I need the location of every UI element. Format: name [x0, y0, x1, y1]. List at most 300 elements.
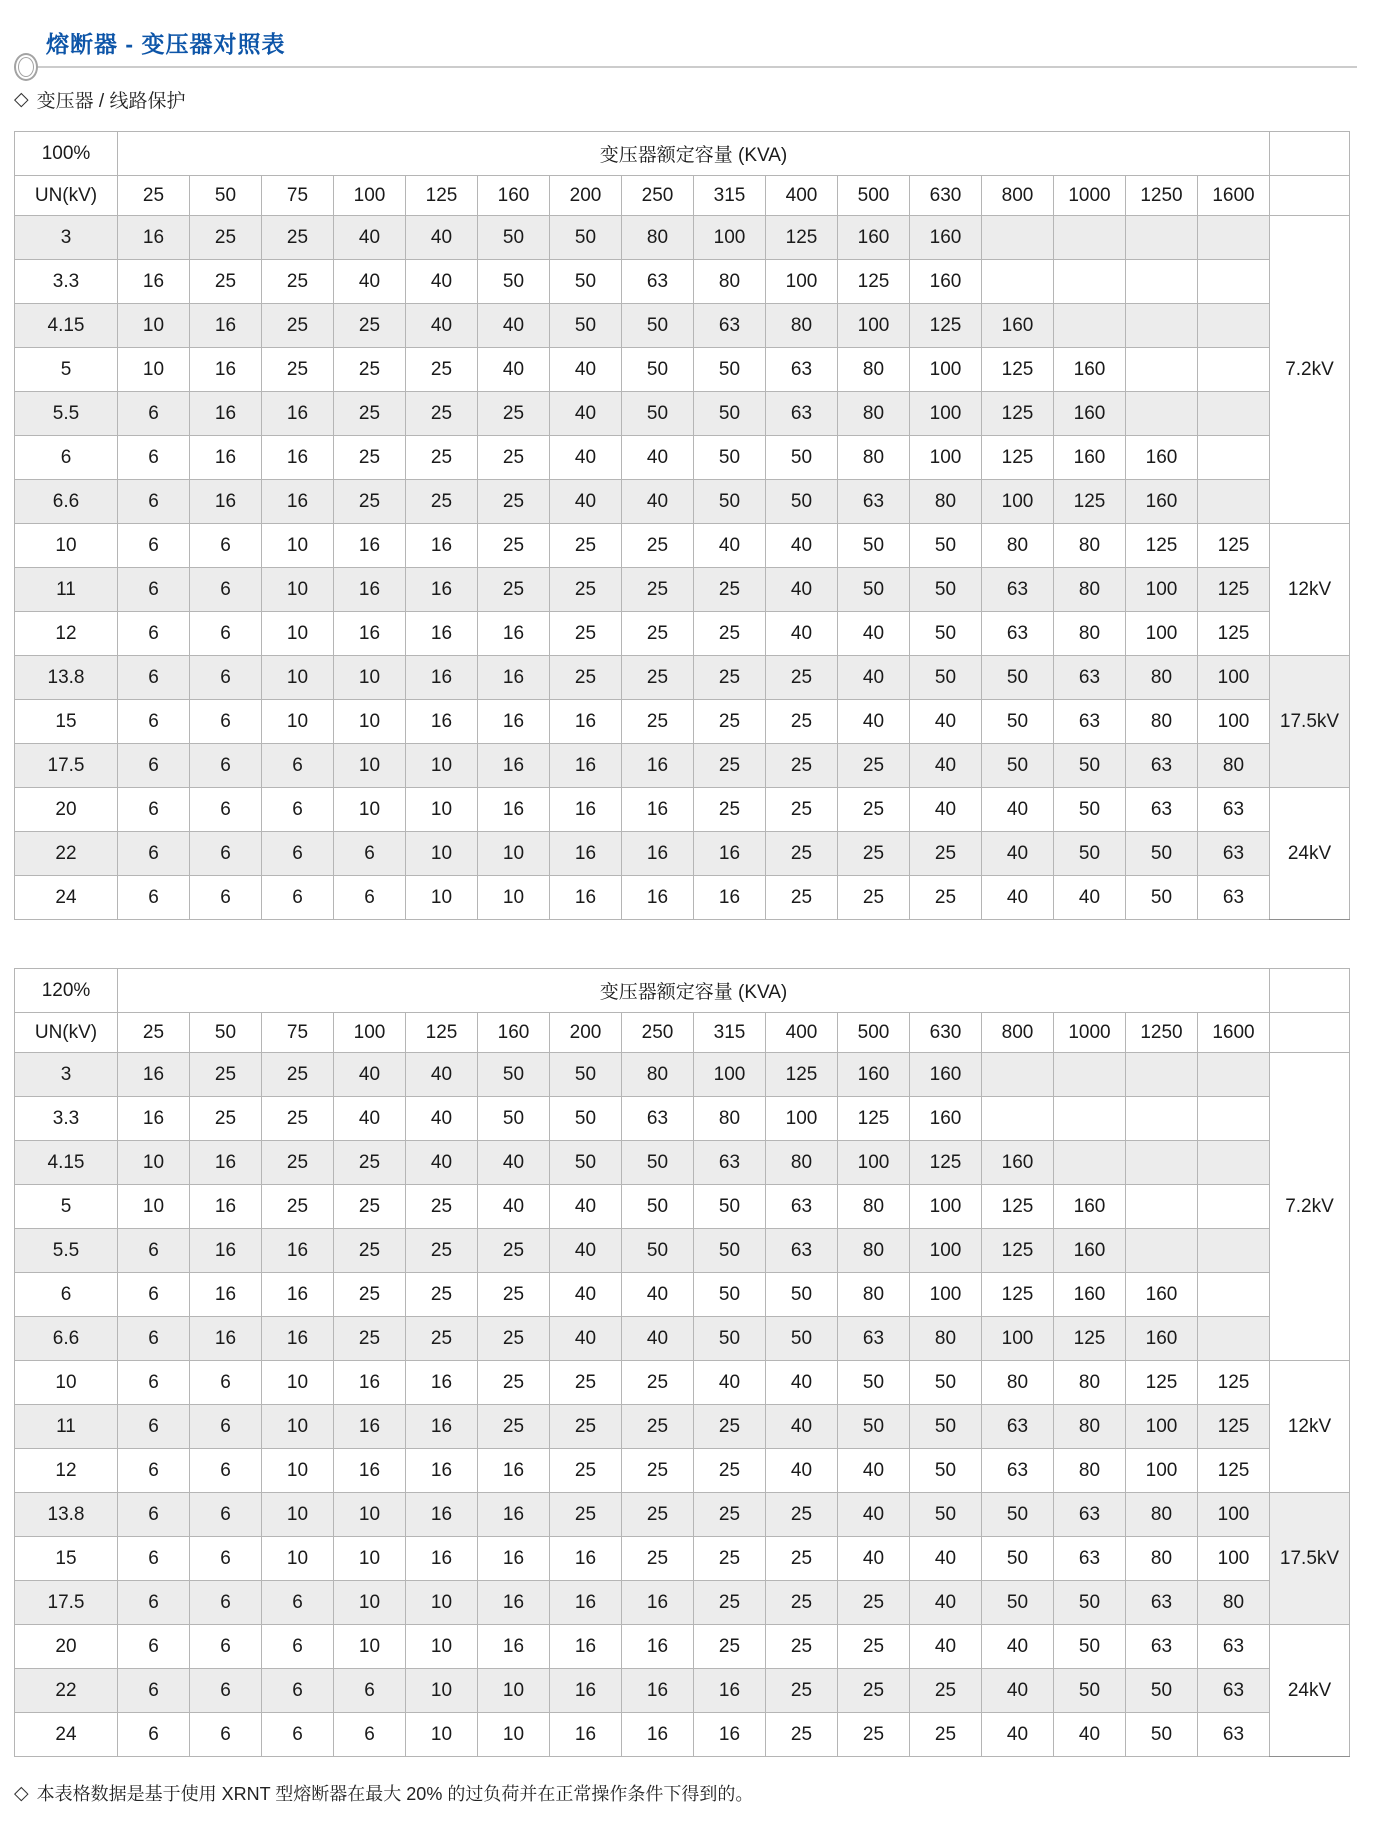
- fuse-cell: 10: [262, 612, 334, 656]
- fuse-cell: 40: [406, 1097, 478, 1141]
- fuse-cell: 50: [694, 1185, 766, 1229]
- fuse-cell: 25: [838, 1669, 910, 1713]
- fuse-cell: 25: [622, 700, 694, 744]
- fuse-cell: 100: [1126, 1405, 1198, 1449]
- fuse-cell: 25: [262, 1185, 334, 1229]
- fuse-cell: 25: [838, 832, 910, 876]
- fuse-cell: 16: [622, 744, 694, 788]
- fuse-cell: 16: [262, 1229, 334, 1273]
- fuse-cell: 25: [334, 1273, 406, 1317]
- un-cell: 5.5: [15, 1229, 118, 1273]
- fuse-cell: [1126, 392, 1198, 436]
- un-cell: 3.3: [15, 1097, 118, 1141]
- fuse-cell: 100: [982, 480, 1054, 524]
- fuse-cell: 16: [334, 1361, 406, 1405]
- fuse-cell: 160: [838, 1053, 910, 1097]
- fuse-cell: 40: [982, 832, 1054, 876]
- fuse-cell: 10: [478, 1713, 550, 1757]
- fuse-cell: 40: [550, 348, 622, 392]
- un-cell: 10: [15, 1361, 118, 1405]
- un-cell: 4.15: [15, 1141, 118, 1185]
- fuse-cell: 16: [622, 1713, 694, 1757]
- fuse-cell: 25: [622, 524, 694, 568]
- capacity-col-header: 160: [478, 176, 550, 216]
- fuse-cell: 100: [838, 1141, 910, 1185]
- fuse-cell: 100: [694, 216, 766, 260]
- fuse-cell: 40: [910, 1537, 982, 1581]
- fuse-cell: 125: [982, 1185, 1054, 1229]
- fuse-cell: 25: [190, 216, 262, 260]
- section-heading-label: 变压器 / 线路保护: [36, 91, 186, 112]
- fuse-cell: 50: [838, 568, 910, 612]
- fuse-cell: 40: [910, 700, 982, 744]
- fuse-cell: 50: [622, 392, 694, 436]
- fuse-cell: 16: [478, 700, 550, 744]
- fuse-cell: [1054, 1053, 1126, 1097]
- fuse-cell: 50: [1054, 744, 1126, 788]
- capacity-col-header: 75: [262, 1013, 334, 1053]
- footnote: [14, 1780, 753, 1806]
- fuse-cell: 80: [982, 524, 1054, 568]
- fuse-cell: 125: [1198, 568, 1270, 612]
- fuse-cell: 16: [694, 876, 766, 920]
- fuse-cell: 125: [838, 260, 910, 304]
- fuse-cell: 80: [1126, 1493, 1198, 1537]
- fuse-cell: 16: [550, 876, 622, 920]
- un-cell: 24: [15, 1713, 118, 1757]
- fuse-cell: 63: [982, 1405, 1054, 1449]
- fuse-cell: 25: [334, 1141, 406, 1185]
- fuse-cell: 50: [550, 216, 622, 260]
- fuse-cell: 25: [334, 1229, 406, 1273]
- fuse-cell: 25: [694, 700, 766, 744]
- fuse-cell: 160: [1054, 1229, 1126, 1273]
- section-heading: [14, 86, 185, 113]
- fuse-cell: 16: [406, 1449, 478, 1493]
- capacity-col-header: 1000: [1054, 1013, 1126, 1053]
- fuse-cell: 25: [694, 1537, 766, 1581]
- fuse-cell: 25: [478, 436, 550, 480]
- fuse-cell: 63: [622, 1097, 694, 1141]
- fuse-cell: 125: [1054, 480, 1126, 524]
- un-cell: 10: [15, 524, 118, 568]
- fuse-cell: 25: [478, 524, 550, 568]
- fuse-cell: 80: [1054, 612, 1126, 656]
- fuse-cell: 6: [262, 788, 334, 832]
- fuse-cell: 63: [1126, 788, 1198, 832]
- fuse-cell: 63: [1126, 1625, 1198, 1669]
- un-cell: 22: [15, 1669, 118, 1713]
- fuse-cell: 10: [478, 832, 550, 876]
- fuse-cell: 80: [622, 216, 694, 260]
- fuse-cell: 40: [406, 1141, 478, 1185]
- fuse-cell: 50: [838, 1405, 910, 1449]
- fuse-cell: 40: [982, 788, 1054, 832]
- fuse-cell: 80: [694, 1097, 766, 1141]
- fuse-cell: 25: [694, 1405, 766, 1449]
- fuse-cell: 6: [118, 1405, 190, 1449]
- voltage-label-spacer: [1270, 176, 1350, 216]
- fuse-cell: 40: [550, 1273, 622, 1317]
- fuse-cell: [1126, 348, 1198, 392]
- fuse-cell: 100: [910, 1185, 982, 1229]
- fuse-cell: 25: [406, 436, 478, 480]
- fuse-cell: 50: [550, 304, 622, 348]
- fuse-cell: 160: [982, 304, 1054, 348]
- fuse-cell: 40: [550, 480, 622, 524]
- fuse-cell: 10: [334, 1581, 406, 1625]
- capacity-col-header: 100: [334, 176, 406, 216]
- fuse-cell: 160: [1126, 480, 1198, 524]
- fuse-cell: 25: [910, 1713, 982, 1757]
- fuse-cell: 6: [334, 876, 406, 920]
- fuse-cell: 63: [1054, 700, 1126, 744]
- fuse-cell: 16: [262, 436, 334, 480]
- fuse-cell: 50: [910, 656, 982, 700]
- fuse-cell: 10: [478, 876, 550, 920]
- fuse-cell: 40: [838, 1493, 910, 1537]
- fuse-cell: 16: [262, 1273, 334, 1317]
- fuse-cell: 125: [1198, 1449, 1270, 1493]
- fuse-cell: 63: [766, 1229, 838, 1273]
- fuse-cell: 80: [838, 1185, 910, 1229]
- fuse-cell: 50: [478, 260, 550, 304]
- fuse-cell: 16: [622, 832, 694, 876]
- capacity-col-header: 630: [910, 176, 982, 216]
- fuse-cell: 50: [838, 1361, 910, 1405]
- fuse-cell: 16: [694, 832, 766, 876]
- fuse-cell: 6: [118, 612, 190, 656]
- fuse-cell: 160: [910, 1097, 982, 1141]
- fuse-cell: 25: [694, 1581, 766, 1625]
- fuse-cell: 25: [262, 1053, 334, 1097]
- fuse-cell: 25: [766, 876, 838, 920]
- fuse-cell: 160: [1054, 392, 1126, 436]
- un-cell: 3: [15, 1053, 118, 1097]
- fuse-cell: 16: [190, 392, 262, 436]
- fuse-cell: 16: [190, 1185, 262, 1229]
- fuse-cell: 100: [694, 1053, 766, 1097]
- fuse-cell: 16: [190, 1317, 262, 1361]
- fuse-cell: 80: [1054, 1405, 1126, 1449]
- fuse-cell: 50: [694, 1229, 766, 1273]
- un-cell: 17.5: [15, 1581, 118, 1625]
- fuse-cell: 160: [982, 1141, 1054, 1185]
- un-header-cell: UN(kV): [15, 1013, 118, 1053]
- fuse-cell: 6: [190, 568, 262, 612]
- fuse-cell: 50: [550, 1053, 622, 1097]
- fuse-cell: 125: [910, 304, 982, 348]
- fuse-cell: 10: [262, 656, 334, 700]
- fuse-cell: 25: [334, 392, 406, 436]
- fuse-cell: 40: [478, 1185, 550, 1229]
- fuse-cell: 160: [1054, 1185, 1126, 1229]
- fuse-cell: 50: [694, 436, 766, 480]
- fuse-cell: 50: [982, 744, 1054, 788]
- fuse-cell: 16: [622, 788, 694, 832]
- fuse-cell: [1198, 216, 1270, 260]
- fuse-cell: 10: [334, 1493, 406, 1537]
- fuse-cell: 160: [910, 216, 982, 260]
- fuse-cell: 16: [334, 568, 406, 612]
- fuse-cell: 40: [766, 524, 838, 568]
- un-header-cell: UN(kV): [15, 176, 118, 216]
- fuse-cell: 25: [478, 1405, 550, 1449]
- un-cell: 22: [15, 832, 118, 876]
- un-cell: 17.5: [15, 744, 118, 788]
- fuse-cell: 160: [1126, 436, 1198, 480]
- fuse-cell: 16: [478, 612, 550, 656]
- fuse-cell: 100: [766, 260, 838, 304]
- percent-cell: 120%: [15, 969, 118, 1013]
- fuse-cell: [1198, 1053, 1270, 1097]
- fuse-cell: 16: [406, 1493, 478, 1537]
- fuse-cell: 100: [910, 1229, 982, 1273]
- fuse-cell: 25: [262, 1141, 334, 1185]
- fuse-cell: 25: [694, 612, 766, 656]
- fuse-cell: 25: [622, 1361, 694, 1405]
- fuse-cell: 25: [694, 1493, 766, 1537]
- fuse-cell: 25: [694, 744, 766, 788]
- capacity-col-header: 1250: [1126, 176, 1198, 216]
- fuse-cell: 50: [1126, 1669, 1198, 1713]
- fuse-cell: 80: [838, 392, 910, 436]
- fuse-cell: 50: [982, 1493, 1054, 1537]
- fuse-cell: 6: [118, 524, 190, 568]
- fuse-cell: 25: [334, 304, 406, 348]
- capacity-col-header: 200: [550, 176, 622, 216]
- fuse-cell: 25: [622, 656, 694, 700]
- fuse-cell: 6: [118, 876, 190, 920]
- fuse-cell: 50: [910, 568, 982, 612]
- fuse-cell: 6: [190, 1581, 262, 1625]
- fuse-cell: 16: [262, 480, 334, 524]
- fuse-cell: 10: [118, 304, 190, 348]
- fuse-cell: 16: [478, 1625, 550, 1669]
- fuse-cell: 6: [118, 788, 190, 832]
- fuse-cell: 50: [982, 656, 1054, 700]
- fuse-cell: 10: [262, 1493, 334, 1537]
- fuse-cell: 160: [1054, 348, 1126, 392]
- capacity-table: [14, 131, 1350, 920]
- fuse-cell: 16: [478, 1493, 550, 1537]
- capacity-col-header: 315: [694, 176, 766, 216]
- fuse-cell: 50: [1126, 832, 1198, 876]
- fuse-cell: 50: [1126, 1713, 1198, 1757]
- fuse-cell: 160: [1054, 1273, 1126, 1317]
- fuse-cell: 40: [550, 436, 622, 480]
- fuse-cell: 40: [406, 260, 478, 304]
- fuse-cell: 16: [406, 1405, 478, 1449]
- fuse-cell: 16: [334, 1405, 406, 1449]
- fuse-cell: 50: [766, 1273, 838, 1317]
- fuse-cell: 50: [694, 1273, 766, 1317]
- capacity-col-header: 1250: [1126, 1013, 1198, 1053]
- fuse-cell: 50: [910, 1449, 982, 1493]
- fuse-cell: 50: [1054, 832, 1126, 876]
- fuse-cell: 40: [406, 216, 478, 260]
- fuse-cell: 10: [334, 1625, 406, 1669]
- fuse-cell: 25: [838, 876, 910, 920]
- fuse-cell: 10: [334, 1537, 406, 1581]
- fuse-cell: 10: [334, 788, 406, 832]
- capacity-col-header: 160: [478, 1013, 550, 1053]
- fuse-cell: 25: [622, 1537, 694, 1581]
- capacity-col-header: 630: [910, 1013, 982, 1053]
- fuse-cell: 25: [622, 568, 694, 612]
- fuse-cell: 63: [766, 1185, 838, 1229]
- fuse-cell: 25: [262, 260, 334, 304]
- un-cell: 12: [15, 1449, 118, 1493]
- un-cell: 11: [15, 1405, 118, 1449]
- fuse-cell: 40: [766, 1361, 838, 1405]
- fuse-cell: 40: [622, 480, 694, 524]
- fuse-cell: 6: [190, 744, 262, 788]
- fuse-cell: 6: [190, 656, 262, 700]
- fuse-cell: 40: [910, 1625, 982, 1669]
- fuse-cell: 25: [766, 1537, 838, 1581]
- fuse-cell: 100: [1198, 1493, 1270, 1537]
- fuse-cell: 160: [838, 216, 910, 260]
- fuse-cell: 80: [910, 480, 982, 524]
- capacity-col-header: 1600: [1198, 1013, 1270, 1053]
- fuse-cell: 63: [1198, 1713, 1270, 1757]
- un-cell: 13.8: [15, 656, 118, 700]
- fuse-cell: 50: [982, 700, 1054, 744]
- percent-cell: 100%: [15, 132, 118, 176]
- fuse-cell: [1198, 348, 1270, 392]
- fuse-cell: 25: [478, 1361, 550, 1405]
- fuse-cell: 50: [766, 480, 838, 524]
- fuse-cell: 10: [334, 656, 406, 700]
- fuse-cell: 25: [334, 480, 406, 524]
- fuse-cell: 50: [1054, 1625, 1126, 1669]
- fuse-cell: 80: [1054, 1361, 1126, 1405]
- fuse-cell: 25: [910, 1669, 982, 1713]
- fuse-cell: 16: [262, 1317, 334, 1361]
- fuse-cell: 63: [766, 348, 838, 392]
- fuse-cell: 16: [550, 744, 622, 788]
- fuse-cell: 25: [766, 1713, 838, 1757]
- fuse-cell: 10: [334, 700, 406, 744]
- fuse-cell: 40: [406, 1053, 478, 1097]
- fuse-cell: [1126, 1053, 1198, 1097]
- fuse-cell: 100: [1126, 568, 1198, 612]
- fuse-cell: 16: [406, 656, 478, 700]
- fuse-cell: 63: [1198, 832, 1270, 876]
- fuse-cell: [1126, 304, 1198, 348]
- page-title: 熔断器 - 变压器对照表: [46, 31, 286, 57]
- fuse-cell: 25: [334, 1317, 406, 1361]
- fuse-cell: 50: [622, 348, 694, 392]
- fuse-cell: 125: [1198, 524, 1270, 568]
- fuse-cell: [1054, 260, 1126, 304]
- capacity-col-header: 125: [406, 1013, 478, 1053]
- fuse-cell: 25: [334, 348, 406, 392]
- fuse-cell: 63: [982, 1449, 1054, 1493]
- fuse-cell: 50: [550, 1097, 622, 1141]
- fuse-cell: 100: [1198, 1537, 1270, 1581]
- fuse-cell: 50: [694, 348, 766, 392]
- fuse-cell: 16: [550, 788, 622, 832]
- fuse-cell: 25: [550, 656, 622, 700]
- fuse-cell: 100: [1126, 612, 1198, 656]
- fuse-cell: 25: [550, 1449, 622, 1493]
- fuse-cell: 25: [766, 832, 838, 876]
- fuse-cell: 63: [1054, 1493, 1126, 1537]
- fuse-cell: 80: [838, 436, 910, 480]
- fuse-cell: 50: [766, 1317, 838, 1361]
- fuse-cell: 16: [118, 216, 190, 260]
- fuse-cell: 25: [766, 656, 838, 700]
- fuse-cell: 25: [406, 348, 478, 392]
- fuse-cell: 6: [190, 1493, 262, 1537]
- fuse-cell: 40: [334, 1097, 406, 1141]
- fuse-cell: 80: [1126, 700, 1198, 744]
- fuse-cell: 25: [478, 1317, 550, 1361]
- fuse-cell: 16: [478, 744, 550, 788]
- fuse-cell: 6: [262, 1625, 334, 1669]
- un-cell: 5.5: [15, 392, 118, 436]
- fuse-cell: 25: [694, 1625, 766, 1669]
- un-cell: 6: [15, 436, 118, 480]
- fuse-cell: 25: [838, 1625, 910, 1669]
- fuse-cell: 6: [190, 1405, 262, 1449]
- fuse-cell: 100: [982, 1317, 1054, 1361]
- fuse-cell: 25: [622, 1405, 694, 1449]
- fuse-cell: 50: [694, 1317, 766, 1361]
- fuse-cell: 25: [622, 1493, 694, 1537]
- voltage-label-spacer: [1270, 1013, 1350, 1053]
- fuse-cell: 6: [262, 876, 334, 920]
- fuse-cell: 25: [478, 480, 550, 524]
- fuse-cell: 125: [910, 1141, 982, 1185]
- fuse-cell: 25: [838, 744, 910, 788]
- fuse-cell: 6: [118, 480, 190, 524]
- fuse-cell: 25: [766, 1581, 838, 1625]
- fuse-cell: 63: [982, 612, 1054, 656]
- fuse-cell: 125: [766, 1053, 838, 1097]
- fuse-cell: 40: [550, 1229, 622, 1273]
- fuse-cell: 6: [118, 832, 190, 876]
- fuse-cell: 40: [982, 1669, 1054, 1713]
- fuse-cell: 6: [118, 1537, 190, 1581]
- fuse-cell: 80: [838, 348, 910, 392]
- fuse-cell: 6: [118, 1273, 190, 1317]
- fuse-cell: 40: [838, 612, 910, 656]
- capacity-table-120: [14, 968, 1350, 1757]
- fuse-cell: 6: [190, 1537, 262, 1581]
- un-cell: 3: [15, 216, 118, 260]
- fuse-cell: 40: [694, 524, 766, 568]
- fuse-cell: 10: [118, 1185, 190, 1229]
- fuse-cell: 125: [1198, 1405, 1270, 1449]
- voltage-group-cell: 24kV: [1270, 788, 1350, 920]
- fuse-cell: 25: [766, 1625, 838, 1669]
- fuse-cell: 80: [766, 1141, 838, 1185]
- fuse-cell: 40: [766, 568, 838, 612]
- fuse-cell: [1054, 1097, 1126, 1141]
- fuse-cell: 40: [478, 348, 550, 392]
- fuse-cell: 6: [190, 1625, 262, 1669]
- fuse-cell: 10: [118, 348, 190, 392]
- fuse-cell: 40: [910, 1581, 982, 1625]
- fuse-cell: 6: [262, 1669, 334, 1713]
- fuse-cell: 6: [118, 436, 190, 480]
- fuse-cell: 25: [334, 1185, 406, 1229]
- voltage-group-cell: 7.2kV: [1270, 216, 1350, 524]
- fuse-cell: 50: [1054, 788, 1126, 832]
